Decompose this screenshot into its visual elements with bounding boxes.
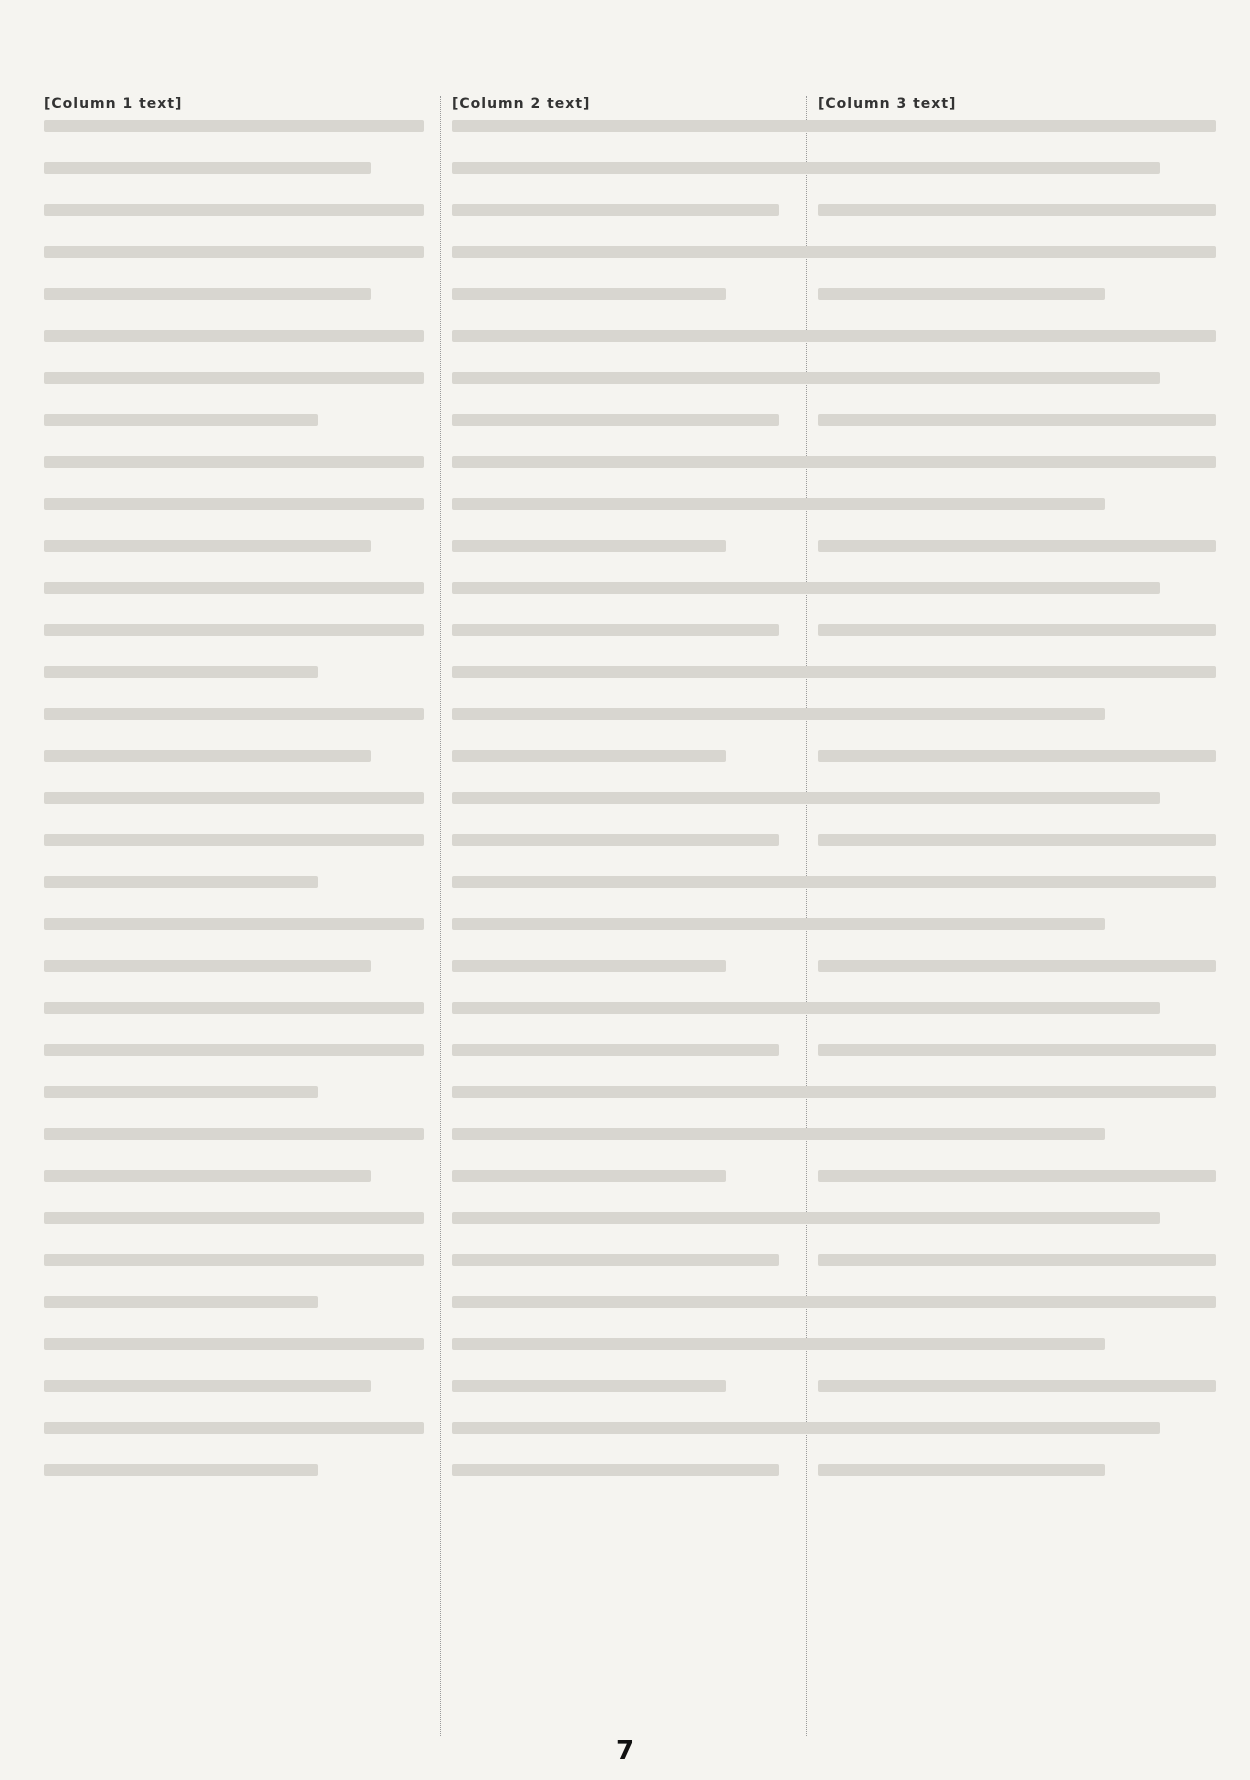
text-line [452, 876, 832, 888]
text-line [44, 1380, 371, 1392]
text-line [452, 204, 779, 216]
text-line [452, 1086, 832, 1098]
text-line [44, 1212, 424, 1224]
text-line [44, 918, 424, 930]
text-line [452, 120, 832, 132]
text-line [452, 498, 832, 510]
text-line [452, 960, 726, 972]
text-line [818, 624, 1216, 636]
text-line [818, 960, 1216, 972]
text-line [818, 876, 1216, 888]
text-line [44, 1296, 318, 1308]
text-line [44, 414, 318, 426]
text-line [452, 666, 832, 678]
text-line [818, 540, 1216, 552]
text-line [452, 1002, 832, 1014]
text-line [818, 1338, 1105, 1350]
text-line [452, 792, 832, 804]
text-line [818, 918, 1105, 930]
text-line [44, 456, 424, 468]
text-line [818, 1002, 1160, 1014]
text-line [44, 750, 371, 762]
text-line [818, 246, 1216, 258]
text-line [818, 1128, 1105, 1140]
text-line [818, 1044, 1216, 1056]
text-line [44, 792, 424, 804]
text-line [44, 1086, 318, 1098]
text-line [44, 1002, 424, 1014]
text-line [452, 456, 832, 468]
text-line [44, 1254, 424, 1266]
text-line [818, 372, 1160, 384]
text-line [44, 624, 424, 636]
column-2-text-block [452, 96, 832, 1476]
text-line [818, 162, 1160, 174]
text-line [44, 666, 318, 678]
text-line [452, 1212, 832, 1224]
column-divider-1 [440, 96, 441, 1736]
column-3 [818, 96, 1216, 1716]
text-line [44, 1044, 424, 1056]
text-line [818, 1086, 1216, 1098]
text-line [818, 456, 1216, 468]
text-line [452, 372, 832, 384]
text-line [452, 834, 779, 846]
text-line [818, 1380, 1216, 1392]
column-1 [44, 96, 424, 1716]
text-line [44, 1464, 318, 1476]
column-3-text-block [818, 96, 1216, 1476]
text-line [452, 1254, 779, 1266]
column-1-text-block [44, 96, 424, 1476]
text-line [44, 960, 371, 972]
text-line [818, 120, 1216, 132]
text-line [818, 1422, 1160, 1434]
column-2-placeholder-label: [Column 2 text] [452, 96, 591, 112]
text-line [452, 540, 726, 552]
column-1-placeholder-label: [Column 1 text] [44, 96, 183, 112]
text-line [452, 162, 832, 174]
text-line [44, 498, 424, 510]
text-line [818, 414, 1216, 426]
text-line [452, 1044, 779, 1056]
text-line [452, 1338, 832, 1350]
text-line [452, 918, 832, 930]
text-line [44, 1422, 424, 1434]
text-line [452, 1296, 832, 1308]
text-line [44, 204, 424, 216]
text-line [44, 1338, 424, 1350]
text-line [818, 834, 1216, 846]
text-line [818, 498, 1105, 510]
text-line [44, 540, 371, 552]
text-line [452, 414, 779, 426]
text-line [818, 1254, 1216, 1266]
text-line [44, 120, 424, 132]
text-line [452, 624, 779, 636]
column-2 [452, 96, 832, 1716]
text-line [452, 288, 726, 300]
text-line [452, 750, 726, 762]
text-line [452, 1128, 832, 1140]
column-3-placeholder-label: [Column 3 text] [818, 96, 957, 112]
text-line [818, 666, 1216, 678]
text-line [44, 330, 424, 342]
text-line [44, 582, 424, 594]
text-line [44, 372, 424, 384]
text-line [818, 204, 1216, 216]
text-line [452, 246, 832, 258]
text-line [44, 834, 424, 846]
text-line [818, 708, 1105, 720]
text-line [818, 288, 1105, 300]
text-line [452, 330, 832, 342]
text-line [452, 582, 832, 594]
text-line [818, 1212, 1160, 1224]
text-line [818, 1170, 1216, 1182]
text-line [818, 1296, 1216, 1308]
text-line [44, 708, 424, 720]
text-line [452, 708, 832, 720]
text-line [452, 1380, 726, 1392]
page-number: 7 [615, 1736, 635, 1766]
text-line [44, 1128, 424, 1140]
text-line [44, 246, 424, 258]
text-line [452, 1422, 832, 1434]
text-line [44, 162, 371, 174]
text-line [44, 288, 371, 300]
text-line [452, 1170, 726, 1182]
text-line [818, 582, 1160, 594]
text-line [818, 792, 1160, 804]
text-line [818, 750, 1216, 762]
text-line [818, 330, 1216, 342]
text-line [452, 1464, 779, 1476]
text-line [818, 1464, 1105, 1476]
text-line [44, 1170, 371, 1182]
text-line [44, 876, 318, 888]
